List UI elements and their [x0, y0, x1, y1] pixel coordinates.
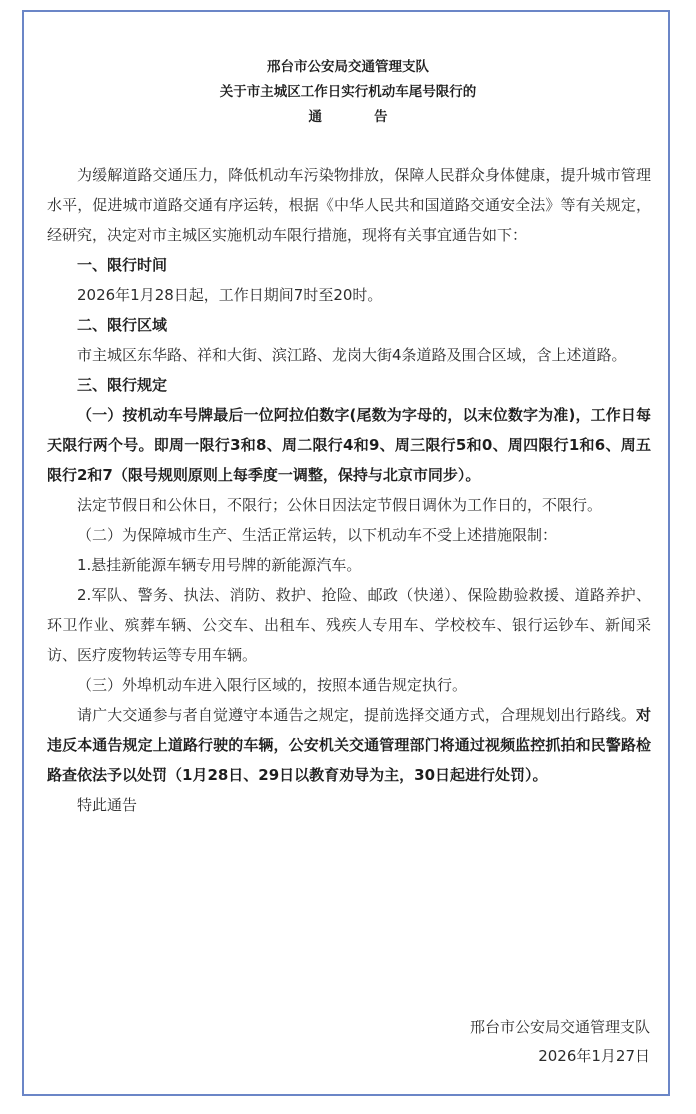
notice-type-title: 通告 [308, 109, 440, 125]
section-heading-time: 一、限行时间 [77, 256, 168, 274]
section-text-time: 2026年1月28日起，工作日期间7时至20时。 [77, 286, 383, 304]
section-heading-rules: 三、限行规定 [77, 376, 168, 394]
final-statement: 特此通告 [77, 796, 138, 814]
closing-penalty-text: 对违反本通告规定上道路行驶的车辆，公安机关交通管理部门将通过视频监控抓拍和民警路检路查依法予以处罚（1月28日、29日以教育劝导为主，30日起进行处罚）。 [47, 706, 651, 784]
notice-body [47, 160, 651, 820]
section-heading-area: 二、限行区域 [77, 316, 168, 334]
exemption-new-energy: 1.悬挂新能源车辆专用号牌的新能源汽车。 [77, 556, 362, 574]
rule-holiday: 法定节假日和公休日，不限行；公休日因法定节假日调休为工作日的，不限行。 [77, 496, 603, 514]
closing-paragraph [47, 700, 651, 790]
intro-paragraph: 为缓解道路交通压力，降低机动车污染物排放，保障人民群众身体健康，提升城市管理水平，促进城市道路交通有序运转，根据《中华人民共和国道路交通安全法》等有关规定，经研究，决定对市主城区实施机动车限行措施，现将有关事宜通告如下： [47, 166, 651, 244]
signer: 邢台市公安局交通管理支队 [469, 1018, 650, 1036]
rule-exemptions-intro: （二）为保障城市生产、生活正常运转，以下机动车不受上述措施限制： [77, 526, 558, 544]
section-text-area: 市主城区东华路、祥和大街、滨江路、龙岗大街4条道路及围合区域，含上述道路。 [77, 346, 627, 364]
exemption-special-vehicles: 2.军队、警务、执法、消防、救护、抢险、邮政（快递）、保险勘验救援、道路养护、环卫作业、殡葬车辆、公交车、出租车、残疾人专用车、学校校车、银行运钞车、新闻采访、医疗废物转运等专用车辆。 [47, 586, 651, 664]
rule-plate-number: （一）按机动车号牌最后一位阿拉伯数字(尾数为字母的，以末位数字为准)，工作日每天限行两个号。即周一限行3和8、周二限行4和9、周三限行5和0、周四限行1和6、周五限行2和7（限号规则原则上每季度一调整，保持与北京市同步）。 [47, 406, 651, 484]
rule-out-of-town: （三）外埠机动车进入限行区域的，按照本通告规定执行。 [77, 676, 468, 694]
notice-date: 2026年1月27日 [538, 1047, 650, 1065]
closing-normal-text: 请广大交通参与者自觉遵守本通告之规定，提前选择交通方式，合理规划出行路线。 [77, 706, 636, 724]
notice-issuer-title: 邢台市公安局交通管理支队 [267, 59, 429, 75]
notice-subject-title: 关于市主城区工作日实行机动车尾号限行的 [219, 84, 477, 100]
